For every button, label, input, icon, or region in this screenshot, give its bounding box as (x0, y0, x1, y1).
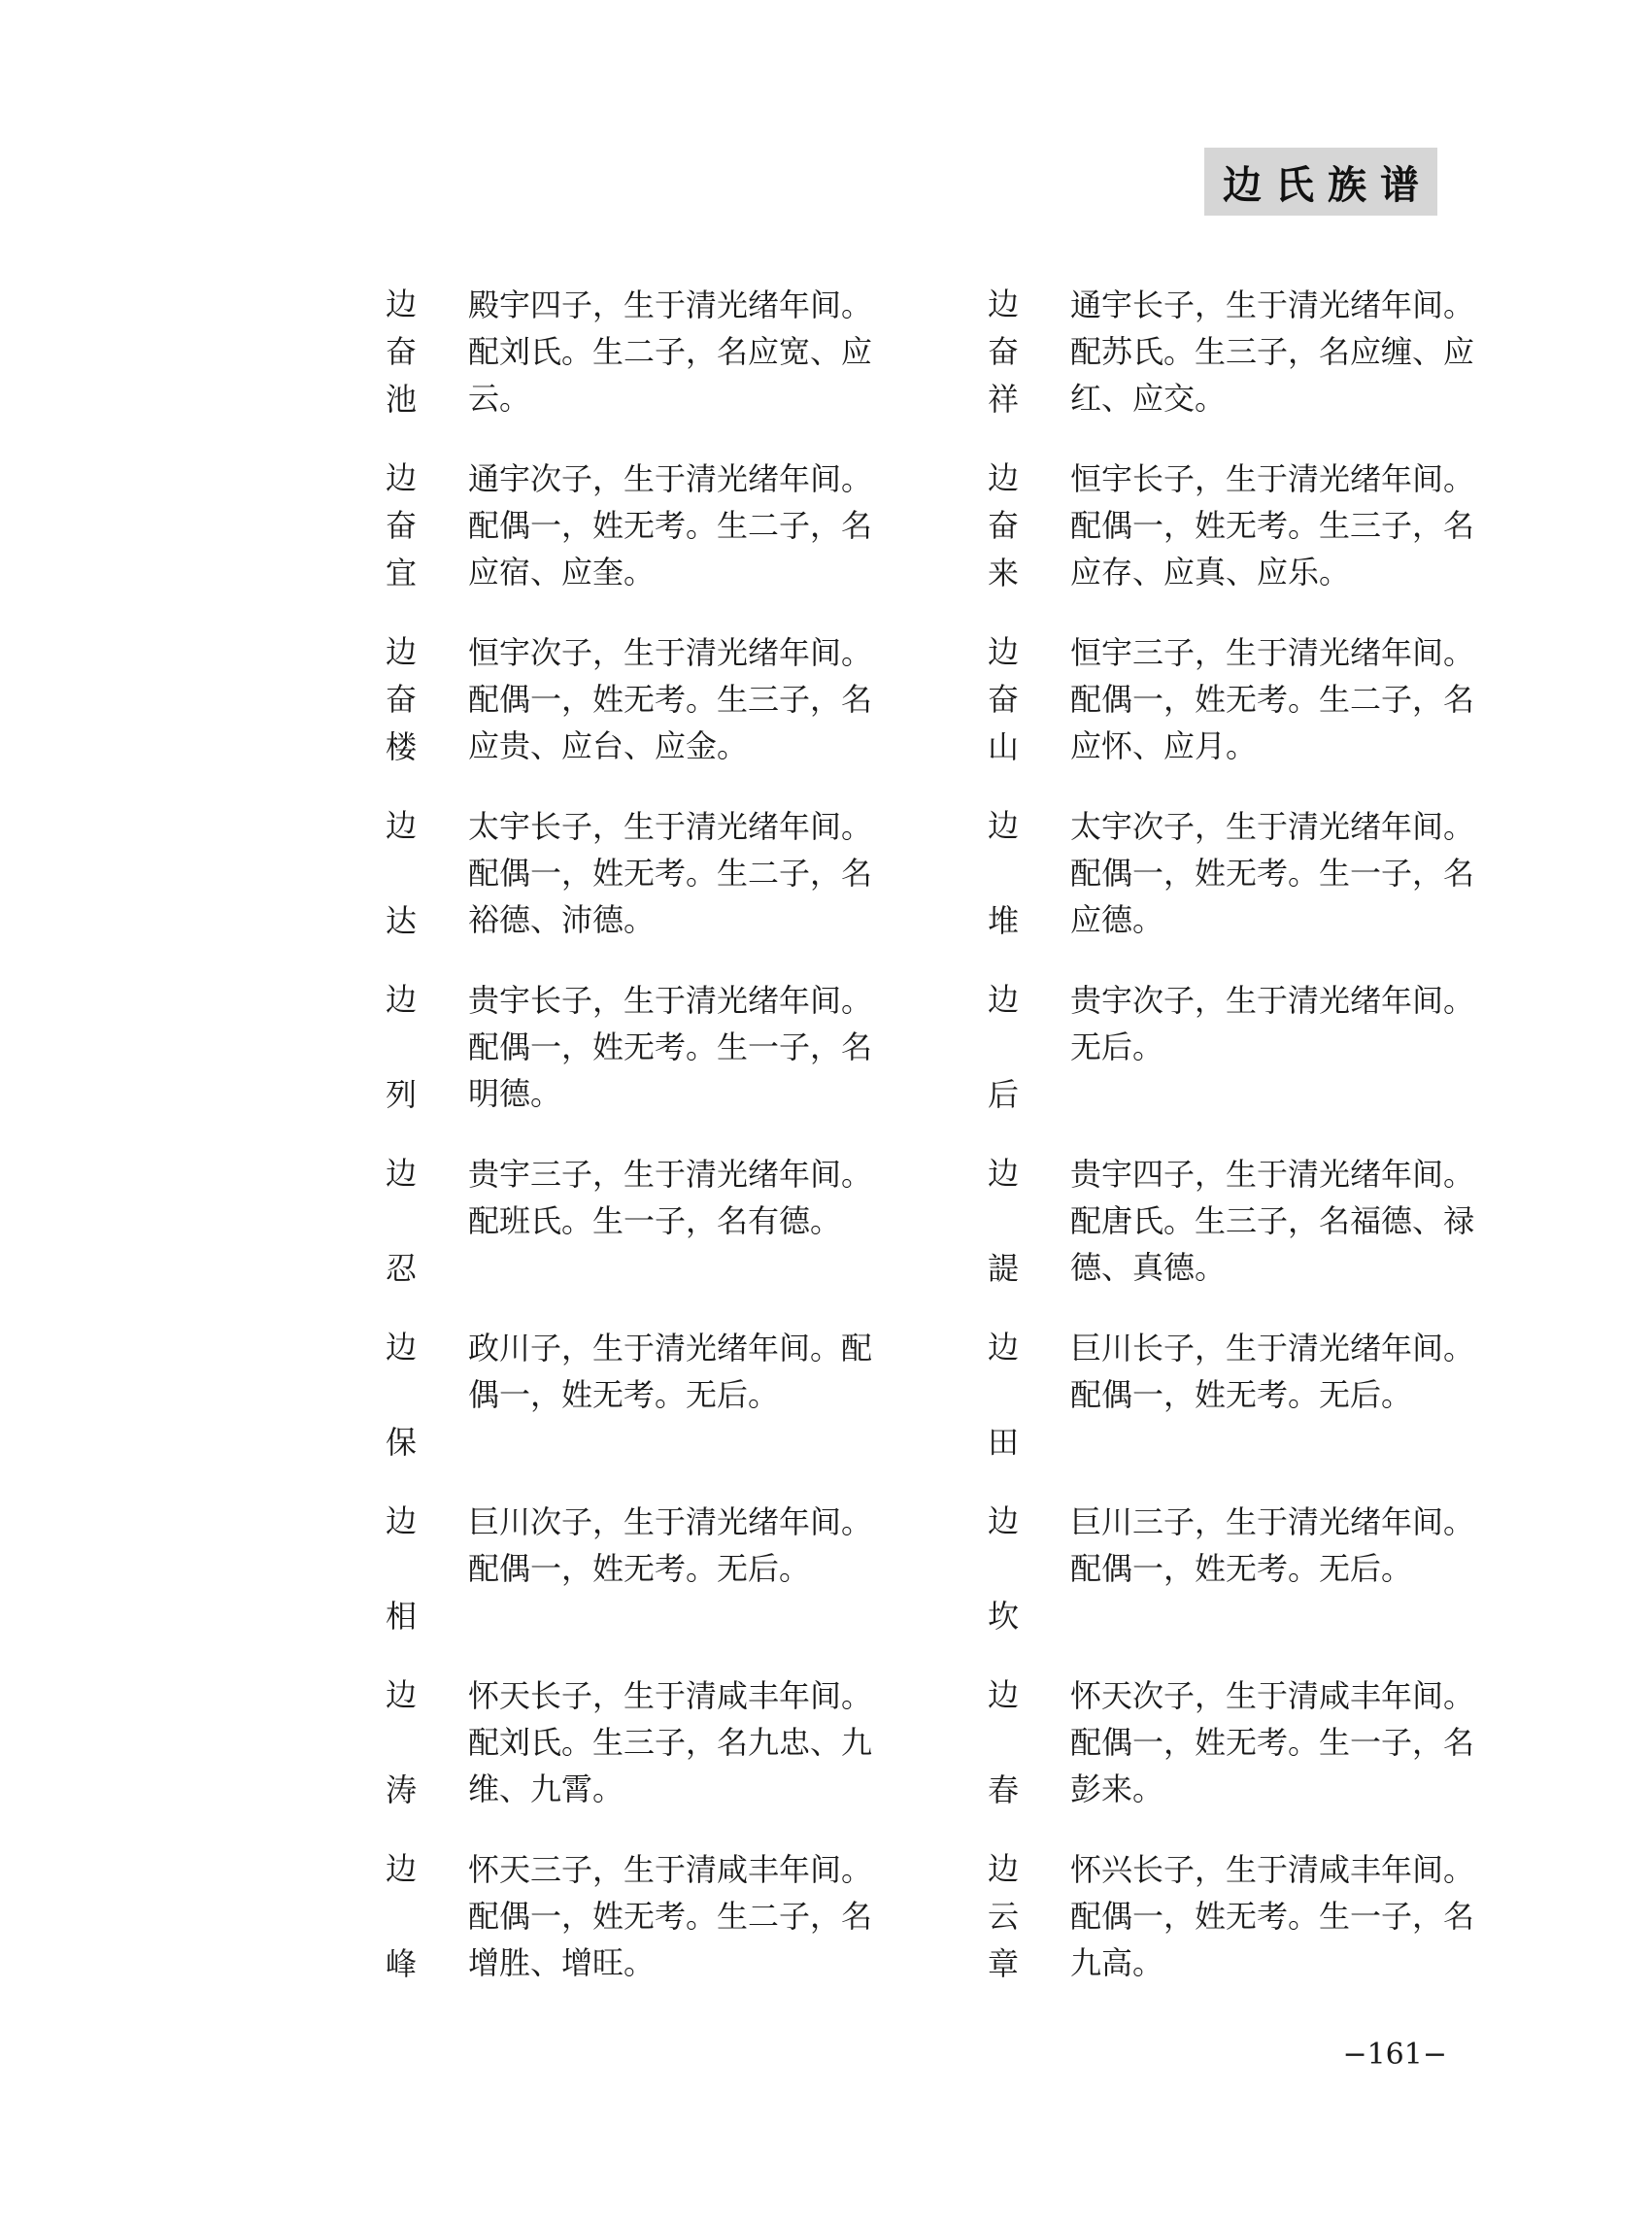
person-name (379, 282, 423, 422)
name-character: 奋 (987, 507, 1019, 544)
name-character: 保 (385, 1424, 417, 1461)
name-character: 边 (987, 981, 1019, 1018)
name-character: 田 (987, 1424, 1019, 1461)
name-character: 奋 (987, 681, 1019, 718)
person-name (379, 977, 423, 1117)
name-character: 边 (987, 633, 1019, 670)
person-name (981, 1325, 1026, 1465)
genealogy-entry (379, 1325, 903, 1470)
name-character: 边 (385, 1329, 417, 1366)
person-name (379, 1499, 423, 1638)
name-character: 边 (987, 286, 1019, 322)
name-character: 楼 (385, 728, 417, 765)
person-name (981, 629, 1026, 769)
genealogy-entry (379, 1499, 903, 1644)
genealogy-entry (981, 1325, 1505, 1470)
name-character: 边 (987, 1502, 1019, 1539)
person-name (981, 803, 1026, 943)
name-character: 边 (987, 459, 1019, 496)
person-description: 贵宇三子，生于清光绪年间。配班氏。生一子，名有德。 (468, 1156, 873, 1239)
name-character: 峰 (385, 1945, 417, 1982)
genealogy-entry (379, 282, 903, 427)
name-character: 相 (385, 1598, 417, 1635)
name-character: 坎 (987, 1598, 1019, 1635)
name-character: 涛 (385, 1771, 417, 1808)
name-character: 边 (987, 1329, 1019, 1366)
person-name (379, 1846, 423, 1986)
page-number: −161− (1342, 2038, 1447, 2072)
name-character: 奋 (385, 333, 417, 370)
person-description: 通宇次子，生于清光绪年间。配偶一，姓无考。生二子，名应宿、应奎。 (468, 460, 873, 590)
name-character: 諟 (987, 1250, 1019, 1287)
name-character: 堆 (987, 902, 1019, 939)
person-description: 巨川长子，生于清光绪年间。配偶一，姓无考。无后。 (1070, 1330, 1475, 1413)
person-name (981, 1846, 1026, 1986)
person-description: 恒宇长子，生于清光绪年间。配偶一，姓无考。生三子，名应存、应真、应乐。 (1070, 460, 1475, 590)
person-name (379, 455, 423, 595)
name-character: 奋 (385, 507, 417, 544)
genealogy-entry (981, 629, 1505, 775)
name-character: 池 (385, 381, 417, 418)
name-character: 边 (385, 1676, 417, 1713)
genealogy-entry (379, 629, 903, 775)
person-description: 贵宇次子，生于清光绪年间。无后。 (1070, 982, 1475, 1065)
name-character: 奋 (987, 333, 1019, 370)
name-character: 后 (987, 1076, 1019, 1113)
genealogy-entry (379, 1151, 903, 1297)
person-description: 太宇长子，生于清光绪年间。配偶一，姓无考。生二子，名裕德、沛德。 (468, 808, 873, 938)
name-character: 云 (987, 1898, 1019, 1935)
genealogy-entry (981, 1499, 1505, 1644)
person-description: 殿宇四子，生于清光绪年间。配刘氏。生二子，名应宽、应云。 (468, 287, 873, 417)
person-description: 巨川三子，生于清光绪年间。配偶一，姓无考。无后。 (1070, 1503, 1475, 1587)
person-name (981, 455, 1026, 595)
person-description: 怀兴长子，生于清咸丰年间。配偶一，姓无考。生一子，名九高。 (1070, 1851, 1475, 1981)
name-character: 边 (385, 459, 417, 496)
person-description: 怀天次子，生于清咸丰年间。配偶一，姓无考。生一子，名彭来。 (1070, 1677, 1475, 1807)
header-banner (1204, 148, 1437, 216)
person-description: 恒宇三子，生于清光绪年间。配偶一，姓无考。生二子，名应怀、应月。 (1070, 634, 1475, 764)
page-title: 边氏族谱 (1223, 162, 1433, 208)
name-character: 忍 (385, 1250, 417, 1287)
name-character: 达 (385, 902, 417, 939)
genealogy-entry (981, 1151, 1505, 1297)
name-character: 边 (987, 1155, 1019, 1192)
genealogy-entry (981, 977, 1505, 1123)
name-character: 边 (987, 807, 1019, 844)
person-description: 贵宇四子，生于清光绪年间。配唐氏。生三子，名福德、禄德、真德。 (1070, 1156, 1475, 1286)
name-character: 边 (385, 1502, 417, 1539)
person-name (981, 282, 1026, 422)
genealogy-entry (981, 1846, 1505, 1992)
person-description: 怀天长子，生于清咸丰年间。配刘氏。生三子，名九忠、九维、九霄。 (468, 1677, 873, 1807)
name-character: 边 (385, 286, 417, 322)
person-name (981, 1499, 1026, 1638)
genealogy-entry (379, 803, 903, 949)
person-description: 太宇次子，生于清光绪年间。配偶一，姓无考。生一子，名应德。 (1070, 808, 1475, 938)
person-name (981, 977, 1026, 1117)
person-name (379, 1325, 423, 1465)
person-name (379, 1672, 423, 1812)
name-character: 边 (987, 1676, 1019, 1713)
genealogy-entry (981, 1672, 1505, 1818)
name-character: 边 (385, 633, 417, 670)
name-character: 边 (385, 981, 417, 1018)
genealogy-entry (379, 1672, 903, 1818)
person-description: 政川子，生于清光绪年间。配偶一，姓无考。无后。 (468, 1330, 873, 1413)
name-character: 宜 (385, 555, 417, 591)
name-character: 祥 (987, 381, 1019, 418)
name-character: 山 (987, 728, 1019, 765)
person-description: 贵宇长子，生于清光绪年间。配偶一，姓无考。生一子，名明德。 (468, 982, 873, 1112)
name-character: 春 (987, 1771, 1019, 1808)
name-character: 章 (987, 1945, 1019, 1982)
person-name (379, 629, 423, 769)
name-character: 边 (987, 1850, 1019, 1887)
genealogy-entry (981, 455, 1505, 601)
person-name (981, 1151, 1026, 1291)
genealogy-entry (379, 1846, 903, 1992)
person-description: 恒宇次子，生于清光绪年间。配偶一，姓无考。生三子，名应贵、应台、应金。 (468, 634, 873, 764)
genealogy-entry (981, 282, 1505, 427)
name-character: 来 (987, 555, 1019, 591)
genealogy-entry (379, 455, 903, 601)
person-name (379, 1151, 423, 1291)
name-character: 奋 (385, 681, 417, 718)
name-character: 边 (385, 807, 417, 844)
person-name (379, 803, 423, 943)
name-character: 边 (385, 1850, 417, 1887)
genealogy-entry (981, 803, 1505, 949)
name-character: 边 (385, 1155, 417, 1192)
person-description: 怀天三子，生于清咸丰年间。配偶一，姓无考。生二子，名增胜、增旺。 (468, 1851, 873, 1981)
name-character: 列 (385, 1076, 417, 1113)
genealogy-entry (379, 977, 903, 1123)
person-name (981, 1672, 1026, 1812)
person-description: 通宇长子，生于清光绪年间。配苏氏。生三子，名应缠、应红、应交。 (1070, 287, 1475, 417)
person-description: 巨川次子，生于清光绪年间。配偶一，姓无考。无后。 (468, 1503, 873, 1587)
